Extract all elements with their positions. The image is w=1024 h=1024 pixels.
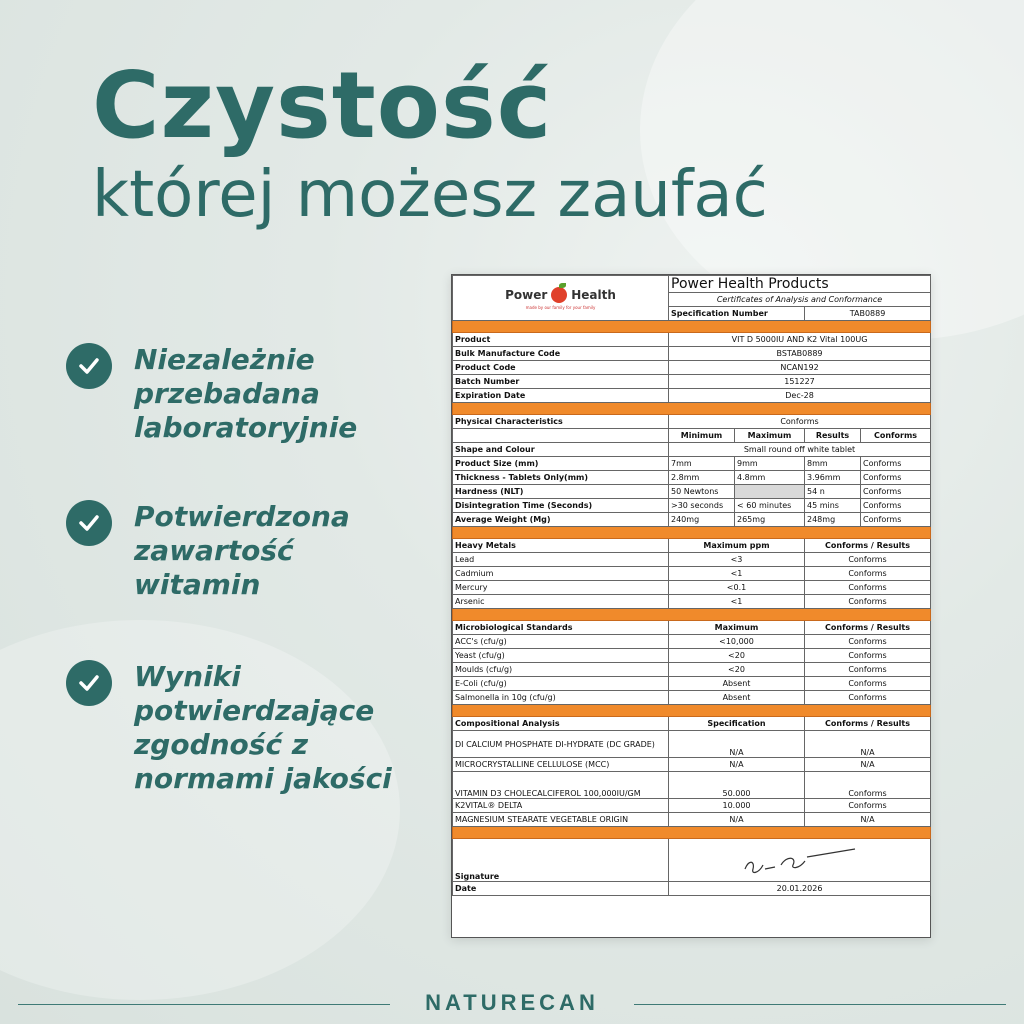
logo-tagline: made by our family for your family [525, 304, 596, 310]
cell-conforms: Conforms [861, 499, 931, 513]
cell-result: 45 mins [805, 499, 861, 513]
benefit-text: Potwierdzona zawartość witamin [134, 500, 350, 601]
row-label: Disintegration Time (Seconds) [453, 499, 669, 513]
row-label: Hardness (NLT) [453, 485, 669, 499]
benefit-item [66, 500, 426, 602]
column-header: Conforms / Results [805, 717, 931, 731]
power-health-logo: Power Health [505, 287, 616, 302]
section-label: Physical Characteristics [453, 415, 669, 429]
cell-min: 50 Newtons [669, 485, 735, 499]
table-row [453, 595, 931, 609]
row-label: Mercury [453, 581, 669, 595]
section-status: Conforms [669, 415, 931, 429]
certificate-subtitle: Certificates of Analysis and Conformance [669, 293, 931, 307]
row-label: Yeast (cfu/g) [453, 649, 669, 663]
cell-result: 248mg [805, 513, 861, 527]
column-header: Conforms [861, 429, 931, 443]
table-row [453, 499, 931, 513]
cell-result: Conforms [805, 581, 931, 595]
company-name: Power Health Products [669, 276, 931, 293]
section-divider [453, 321, 931, 333]
cell-max: Absent [669, 691, 805, 705]
cell-result: Conforms [805, 649, 931, 663]
cell-result: N/A [805, 731, 931, 758]
info-value: 151227 [669, 375, 931, 389]
cell-min: >30 seconds [669, 499, 735, 513]
cell-min: 240mg [669, 513, 735, 527]
cell-result: Conforms [805, 691, 931, 705]
date-value: 20.01.2026 [669, 882, 931, 896]
column-header: Minimum [669, 429, 735, 443]
info-label: Product Code [453, 361, 669, 375]
cell-max: 4.8mm [735, 471, 805, 485]
table-row [453, 663, 931, 677]
column-header: Conforms / Results [805, 621, 931, 635]
table-row [453, 513, 931, 527]
cell-min: 2.8mm [669, 471, 735, 485]
cell-spec: N/A [669, 813, 805, 827]
row-value: Small round off white tablet [669, 443, 931, 457]
cell-conforms: Conforms [861, 513, 931, 527]
row-label: Average Weight (Mg) [453, 513, 669, 527]
cell-result: Conforms [805, 799, 931, 813]
table-row [453, 581, 931, 595]
info-label: Expiration Date [453, 389, 669, 403]
cell-result: Conforms [805, 553, 931, 567]
column-header: Maximum ppm [669, 539, 805, 553]
info-label: Batch Number [453, 375, 669, 389]
cell-conforms: Conforms [861, 471, 931, 485]
benefit-text: Niezależnie przebadana laboratoryjnie [134, 343, 358, 444]
table-row [453, 758, 931, 772]
signature-label: Signature [453, 839, 669, 882]
cell-max: <1 [669, 567, 805, 581]
section-label: Heavy Metals [453, 539, 669, 553]
cell-spec: 50.000 [669, 772, 805, 799]
checkmark-icon [66, 660, 112, 706]
cell-result: Conforms [805, 772, 931, 799]
benefit-text: Wyniki potwierdzające zgodność z normami jakości [134, 660, 392, 795]
cell-result: N/A [805, 813, 931, 827]
cell-min: 7mm [669, 457, 735, 471]
section-divider [453, 527, 931, 539]
cell-max: < 60 minutes [735, 499, 805, 513]
cell-max [735, 485, 805, 499]
cell-result: 54 n [805, 485, 861, 499]
headline-subtitle: której możesz zaufać [92, 158, 768, 232]
signature-cell [669, 839, 931, 882]
section-divider [453, 609, 931, 621]
section-divider [453, 705, 931, 717]
row-label: Salmonella in 10g (cfu/g) [453, 691, 669, 705]
brand-logo: NATURECAN [425, 990, 599, 1015]
info-label: Product [453, 333, 669, 347]
cell-spec: N/A [669, 758, 805, 772]
table-row [453, 485, 931, 499]
section-label: Compositional Analysis [453, 717, 669, 731]
benefit-item [66, 660, 426, 796]
cell-result: Conforms [805, 677, 931, 691]
cell-result: N/A [805, 758, 931, 772]
column-header: Specification [669, 717, 805, 731]
cell-result: 3.96mm [805, 471, 861, 485]
column-header: Maximum [669, 621, 805, 635]
info-value: Dec-28 [669, 389, 931, 403]
cell-max: Absent [669, 677, 805, 691]
table-row [453, 772, 931, 799]
row-label: ACC's (cfu/g) [453, 635, 669, 649]
section-label: Microbiological Standards [453, 621, 669, 635]
cell-max: 265mg [735, 513, 805, 527]
cell-result: Conforms [805, 567, 931, 581]
table-row [453, 457, 931, 471]
cell-conforms: Conforms [861, 485, 931, 499]
section-divider [453, 827, 931, 839]
cell-max: <3 [669, 553, 805, 567]
row-label: E-Coli (cfu/g) [453, 677, 669, 691]
benefit-item [66, 343, 426, 445]
column-header: Conforms / Results [805, 539, 931, 553]
table-row [453, 635, 931, 649]
table-row [453, 677, 931, 691]
row-label: Shape and Colour [453, 443, 669, 457]
row-label: K2VITAL® DELTA [453, 799, 669, 813]
row-label: DI CALCIUM PHOSPHATE DI-HYDRATE (DC GRADE) [453, 731, 669, 758]
info-label: Bulk Manufacture Code [453, 347, 669, 361]
info-value: VIT D 5000IU AND K2 Vital 100UG [669, 333, 931, 347]
cell-max: <20 [669, 649, 805, 663]
cell-max: <20 [669, 663, 805, 677]
cell-spec: N/A [669, 731, 805, 758]
row-label: Product Size (mm) [453, 457, 669, 471]
table-row [453, 813, 931, 827]
table-row [453, 799, 931, 813]
table-row [453, 691, 931, 705]
row-label: Cadmium [453, 567, 669, 581]
spec-value: TAB0889 [805, 307, 931, 321]
table-row [453, 553, 931, 567]
row-label: MICROCRYSTALLINE CELLULOSE (MCC) [453, 758, 669, 772]
cell-spec: 10.000 [669, 799, 805, 813]
handwritten-signature [735, 839, 865, 879]
checkmark-icon [66, 500, 112, 546]
cell-result: Conforms [805, 595, 931, 609]
row-label: Thickness - Tablets Only(mm) [453, 471, 669, 485]
row-label: VITAMIN D3 CHOLECALCIFEROL 100,000IU/GM [453, 772, 669, 799]
spec-label: Specification Number [669, 307, 805, 321]
row-label: Arsenic [453, 595, 669, 609]
apple-icon [551, 287, 567, 303]
info-value: BSTAB0889 [669, 347, 931, 361]
table-row [453, 567, 931, 581]
cell-conforms: Conforms [861, 457, 931, 471]
date-label: Date [453, 882, 669, 896]
section-divider [453, 403, 931, 415]
table-row [453, 649, 931, 663]
cell-max: <10,000 [669, 635, 805, 649]
cell-max: <1 [669, 595, 805, 609]
checkmark-icon [66, 343, 112, 389]
row-label: Moulds (cfu/g) [453, 663, 669, 677]
column-header: Results [805, 429, 861, 443]
cell-max: 9mm [735, 457, 805, 471]
column-header: Maximum [735, 429, 805, 443]
info-value: NCAN192 [669, 361, 931, 375]
table-row [453, 731, 931, 758]
cell-max: <0.1 [669, 581, 805, 595]
cell-result: Conforms [805, 663, 931, 677]
cell-result: Conforms [805, 635, 931, 649]
row-label: MAGNESIUM STEARATE VEGETABLE ORIGIN [453, 813, 669, 827]
logo-cell [453, 276, 669, 321]
row-label: Lead [453, 553, 669, 567]
certificate-document [451, 274, 931, 938]
table-row [453, 471, 931, 485]
headline-title: Czystość [92, 52, 553, 159]
cell-result: 8mm [805, 457, 861, 471]
